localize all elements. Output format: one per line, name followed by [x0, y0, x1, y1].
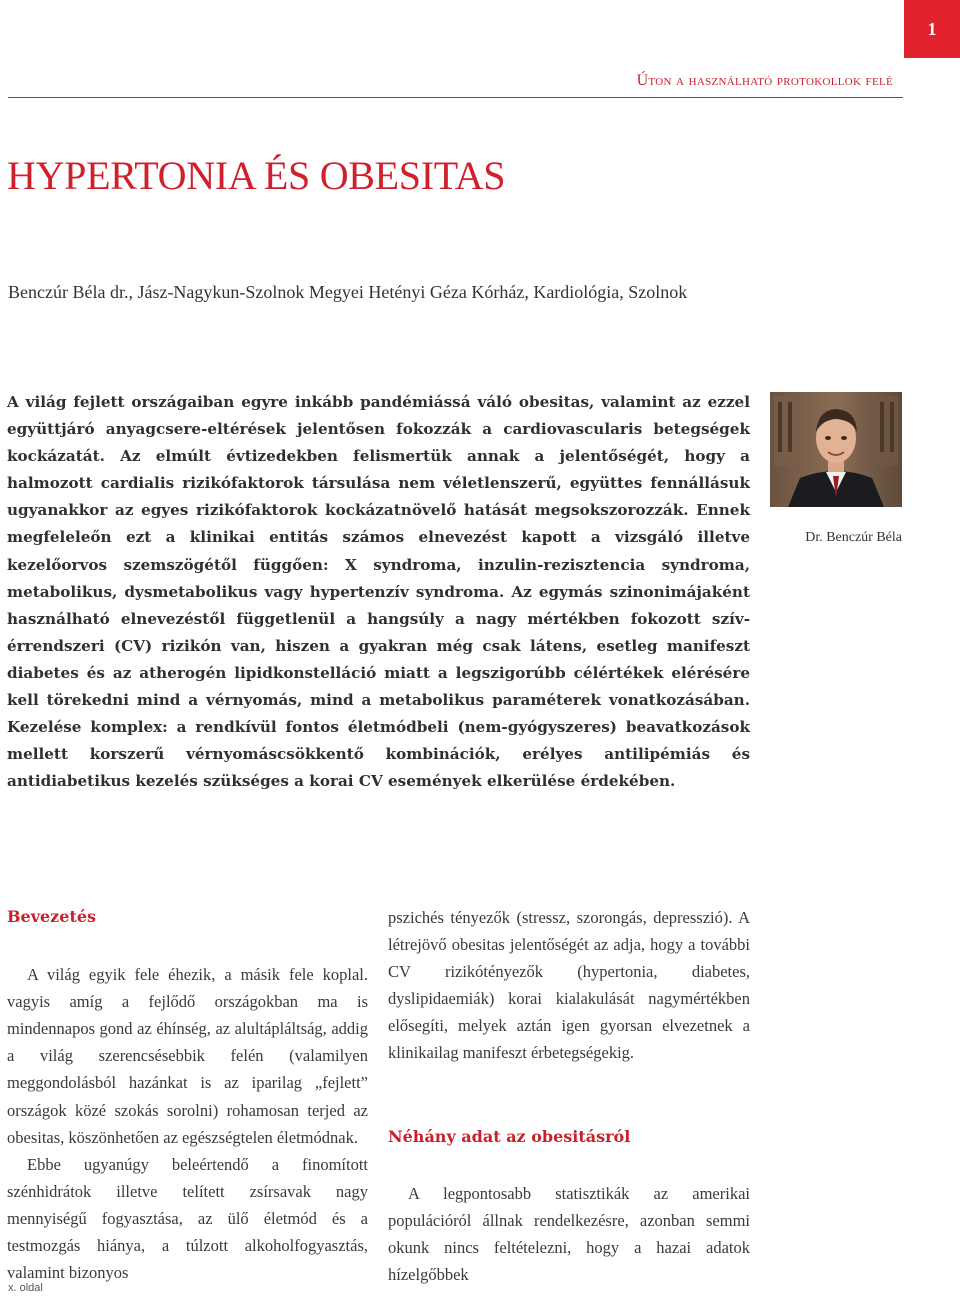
left-column — [7, 903, 368, 1286]
author-portrait-image — [770, 392, 902, 507]
page-number-badge — [904, 0, 960, 58]
intro-paragraph-1: A világ egyik fele éhezik, a másik fele koplal. vagyis amíg a fejlődő országokban ma is mindennapos gond az éhínség, az alultápláltság, addig a világ szerencsésebbik felén (valamilyen meggondolásból hazánkat is az iparilag „fejlett” országok közé szokás sorolni) rohamosan terjed az obesitas, köszönhetően az egészségtelen életmódnak. — [7, 965, 368, 1147]
photo-caption: Dr. Benczúr Béla — [805, 530, 902, 545]
running-head: Úton a használható protokollok felé — [636, 72, 893, 89]
author-affiliation: Benczúr Béla dr., Jász-Nagykun-Szolnok Megyei Hetényi Géza Kórház, Kardiológia, Szolnok — [8, 282, 688, 302]
obesity-data-paragraph: A legpontosabb statisztikák az amerikai populációról állnak rendelkezésre, azonban semmi okunk nincs feltételezni, hogy a hazai adatok hízelgőbbek — [388, 1183, 750, 1284]
article-title: HYPERTONIA ÉS OBESITAS — [7, 153, 506, 198]
right-paragraph-1: pszichés tényezők (stressz, szorongás, depresszió). A létrejövő obesitas jelentőségét az adja, hogy a további CV rizikótényezők (hypertonia, diabetes, dyslipidaemiák) korai kialakulását nagymértékben elősegíti, melyek aztán igen gyorsan elvezetnek a klinikailag manifeszt érbetegségekig. — [388, 908, 750, 1063]
page-number: 1 — [927, 18, 937, 39]
abstract: A világ fejlett országaiban egyre inkább pandémiássá váló obesitas, valamint az ezzel együttjáró anyagcsere-eltérések jelentősen fokozzák a cardiovascularis betegségek kockázatát. Az elmúlt évtizedekben felismertük annak a jelentőségét, hogy a halmozott cardialis rizikófaktorok társulása nem véletlenszerű, együttes fennállásuk ugyanakkor az egyes rizikófaktorok kockázatnövelő hatását megsokszorozzák. Ennek megfeleleőn ezt a klinikai entitás számos elnevezést kapott a vizsgáló illetve kezelőorvos szemszögétől függően: X syndroma, inzulin-rezisztencia syndroma, metabolikus, dysmetabolikus vagy hypertenzív syndroma. Az egymás szinonimájaként használható elnevezéstől függetlenül a hangsúly a nagy mértékben fokozott szív-érrendszeri (CV) rizikón van, hiszen a gyakran még csak látens, esetleg manifeszt diabetes és az atherogén lipidkonstelláció miatt a legszigorúbb célértékek elérésére kell törekedni mind a vérnyomás, mind a metabolikus paraméterek vonatkozásában. Kezelése komplex: a rendkívül fontos életmódbeli (nem-gyógyszeres) beavatkozások mellett korszerű vérnyomáscsökkentő kombinációk, erélyes antilipémiás és antidiabetikus kezelés szükséges a korai CV események elkerülése érdekében. — [7, 393, 750, 791]
header-rule — [8, 97, 903, 98]
intro-paragraph-2: Ebbe ugyanúgy beleértendő a finomított szénhidrátok illetve telített zsírsavak nagy mennyiségű fogyasztása, az ülő életmód és a testmozgás hiánya, a túlzott alkoholfogyasztás, valamint bizonyos — [7, 1154, 368, 1283]
author-photo — [770, 392, 902, 507]
section-heading-introduction: Bevezetés — [7, 907, 97, 926]
right-column — [388, 904, 750, 1288]
section-heading-obesity-data: Néhány adat az obesitásról — [388, 1126, 631, 1146]
page-footer: x. oldal — [8, 1282, 43, 1294]
